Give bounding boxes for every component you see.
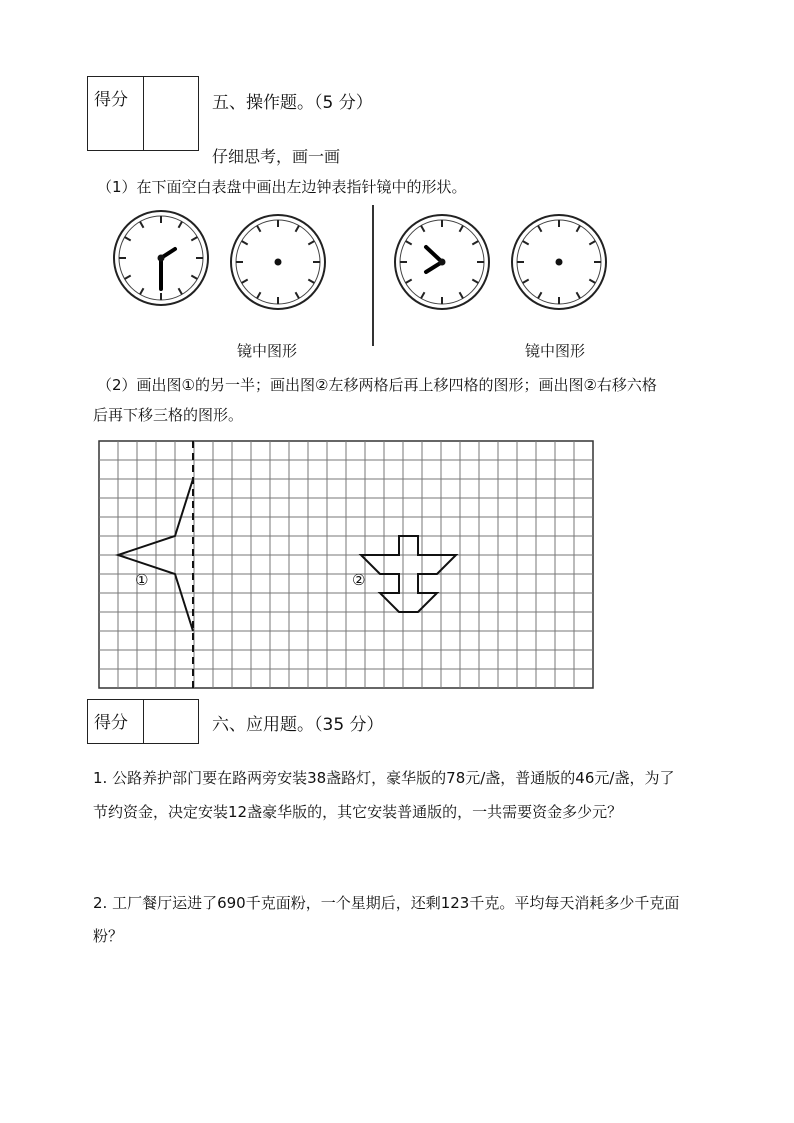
clock-tick <box>140 222 144 228</box>
clock-hand <box>426 247 442 262</box>
clock-tick <box>421 226 425 232</box>
clock-tick <box>523 280 529 284</box>
score-box-section5 <box>87 76 199 151</box>
problem-1-line2: 节约资金，决定安装12盏豪华版的，其它安装普通版的，一共需要资金多少元？ <box>93 803 623 821</box>
clock-tick <box>242 241 248 245</box>
clock-tick <box>460 292 464 298</box>
clock-tick <box>308 280 314 284</box>
clock-tick <box>191 276 197 280</box>
clock-tick <box>472 280 478 284</box>
section5-subtitle: 仔细思考，画一画 <box>212 147 341 166</box>
clock-tick <box>577 292 581 298</box>
clock-mirror-2[interactable] <box>512 215 606 309</box>
clock-hand <box>161 249 175 258</box>
clock-2 <box>395 215 489 309</box>
score-value-field[interactable] <box>144 77 198 150</box>
clock-tick <box>460 226 464 232</box>
question-2-line1: （2）画出图①的另一半；画出图②左移两格后再上移四格的图形；画出图②右移六格 <box>97 376 657 394</box>
clock-tick <box>140 288 144 294</box>
grid-border <box>99 441 593 688</box>
clock-tick <box>538 226 542 232</box>
clock-tick <box>242 280 248 284</box>
problem-2-line2: 粉？ <box>93 927 124 945</box>
clock-tick <box>179 288 183 294</box>
clock-tick <box>191 237 197 241</box>
clock-tick <box>577 226 581 232</box>
clock-tick <box>406 280 412 284</box>
clock-tick <box>296 226 300 232</box>
clock-tick <box>257 226 261 232</box>
problem-1-line1: 1. 公路养护部门要在路两旁安装38盏路灯，豪华版的78元/盏，普通版的46元/盏，为了 <box>93 769 675 787</box>
score-label: 得分 <box>88 77 144 150</box>
clock-1 <box>114 211 208 305</box>
question-1: （1）在下面空白表盘中画出左边钟表指针镜中的形状。 <box>97 178 467 196</box>
clock-tick <box>125 276 131 280</box>
figure-2-shape <box>361 536 456 612</box>
clock-tick <box>421 292 425 298</box>
clock-tick <box>589 241 595 245</box>
clock-center <box>556 259 563 266</box>
clock-tick <box>472 241 478 245</box>
mirror-label-1: 镜中图形 <box>237 342 298 360</box>
figure-1-half <box>118 479 193 631</box>
mirror-label-2: 镜中图形 <box>525 342 586 360</box>
clock-tick <box>296 292 300 298</box>
score-label: 得分 <box>88 700 144 743</box>
clock-mirror-1[interactable] <box>231 215 325 309</box>
clock-center <box>158 255 165 262</box>
clock-center <box>275 259 282 266</box>
clock-tick <box>257 292 261 298</box>
section6-title: 六、应用题。（35 分） <box>212 715 384 735</box>
section5-title: 五、操作题。（5 分） <box>212 93 373 113</box>
clock-tick <box>589 280 595 284</box>
clock-tick <box>538 292 542 298</box>
problem-2-line1: 2. 工厂餐厅运进了690千克面粉，一个星期后，还剩123千克。平均每天消耗多少千克面 <box>93 894 680 912</box>
clock-center <box>439 259 446 266</box>
clock-tick <box>523 241 529 245</box>
clock-hand <box>426 262 442 272</box>
score-value-field[interactable] <box>144 700 198 743</box>
question-2-line2: 后再下移三格的图形。 <box>93 406 244 424</box>
clock-tick <box>406 241 412 245</box>
score-box-section6 <box>87 699 199 744</box>
figure-1-label: ① <box>135 571 149 589</box>
figure-2-label: ② <box>352 571 366 589</box>
clock-tick <box>308 241 314 245</box>
clock-tick <box>179 222 183 228</box>
clock-tick <box>125 237 131 241</box>
